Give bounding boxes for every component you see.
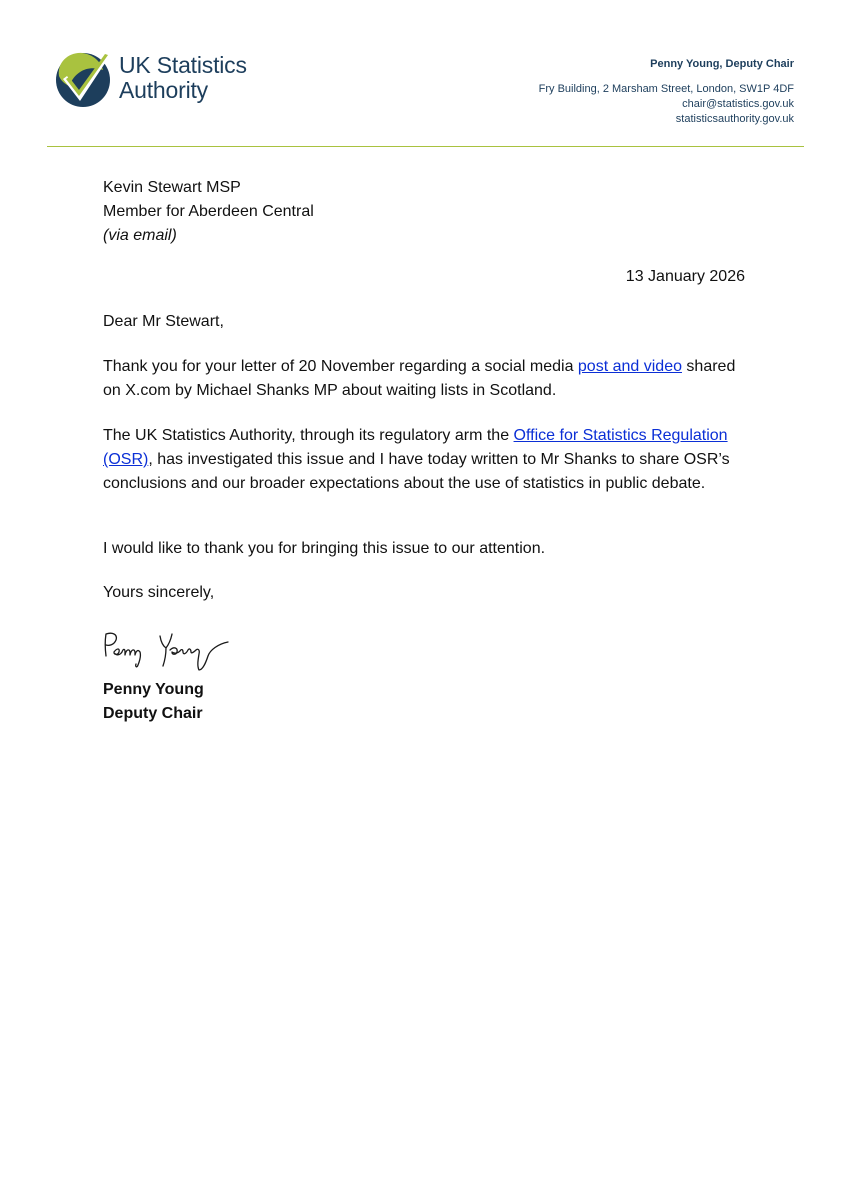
paragraph-3: I would like to thank you for bringing this issue to our attention. <box>103 540 546 557</box>
paragraph-1-text-after: shared on X.com by Michael Shanks MP about waiting lists in Scotland. <box>103 358 736 399</box>
recipient-name: Kevin Stewart MSP <box>103 179 241 196</box>
letter-date: 13 January 2026 <box>625 268 745 285</box>
paragraph-2 <box>103 424 753 496</box>
logo-line-1: UK Statistics <box>119 52 247 78</box>
salutation: Dear Mr Stewart, <box>103 313 224 330</box>
recipient-block <box>103 176 753 248</box>
uksa-logo <box>55 46 255 110</box>
sender-email[interactable]: chair@statistics.gov.uk <box>682 98 794 110</box>
signatory-name: Penny Young <box>103 681 204 698</box>
signatory-block <box>103 678 204 726</box>
recipient-role: Member for Aberdeen Central <box>103 203 314 220</box>
uksa-logo-icon <box>55 46 113 110</box>
sender-name: Penny Young, Deputy Chair <box>650 58 794 70</box>
logo-line-2: Authority <box>119 77 208 103</box>
sender-website[interactable]: statisticsauthority.gov.uk <box>675 113 794 125</box>
paragraph-1-text-before: Thank you for your letter of 20 November regarding a social media <box>103 358 578 375</box>
header-divider <box>47 146 804 147</box>
paragraph-2-text-before: The UK Statistics Authority, through its regulatory arm the <box>103 427 514 444</box>
recipient-via: (via email) <box>103 227 177 244</box>
closing: Yours sincerely, <box>103 584 215 601</box>
post-and-video-link[interactable]: post and video <box>577 358 682 375</box>
signatory-title: Deputy Chair <box>103 705 203 722</box>
logo-wordmark <box>119 53 247 103</box>
handwritten-signature <box>100 626 235 674</box>
paragraph-1 <box>103 355 753 403</box>
paragraph-2-text-after: , has investigated this issue and I have today written to Mr Shanks to share OSR’s conclusions and our broader expectations about the use of statistics in public debate. <box>103 451 730 492</box>
sender-address: Fry Building, 2 Marsham Street, London, SW1P 4DF <box>538 83 794 95</box>
osr-link[interactable]: Office for Statistics Regulation (OSR) <box>103 427 728 468</box>
sender-block <box>539 57 794 127</box>
